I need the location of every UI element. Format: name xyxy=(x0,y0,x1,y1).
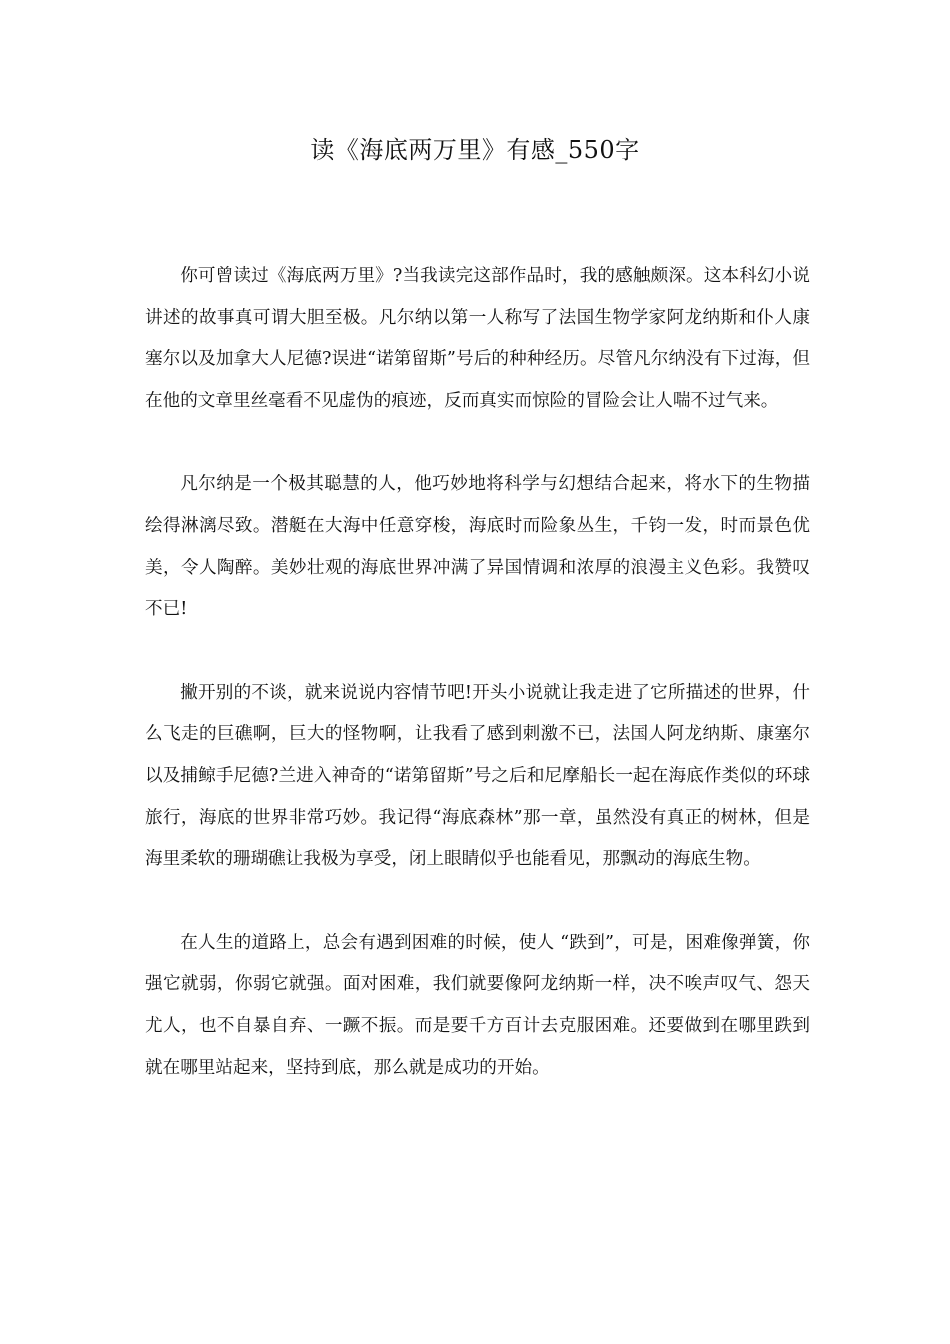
paragraph-1: 你可曾读过《海底两万里》?当我读完这部作品时，我的感触颇深。这本科幻小说讲述的故事真可谓大胆至极。凡尔纳以第一人称写了法国生物学家阿龙纳斯和仆人康塞尔以及加拿大人尼德?误进“诺第留斯”号后的种种经历。尽管凡尔纳没有下过海，但在他的文章里丝毫看不见虚伪的痕迹，反而真实而惊险的冒险会让人喘不过气来。 xyxy=(145,266,810,411)
document-title: 读《海底两万里》有感_550字 xyxy=(310,136,640,164)
paragraph-2: 凡尔纳是一个极其聪慧的人，他巧妙地将科学与幻想结合起来，将水下的生物描绘得淋漓尽致。潜艇在大海中任意穿梭，海底时而险象丛生，千钧一发，时而景色优美，令人陶醉。美妙壮观的海底世界冲满了异国情调和浓厚的浪漫主义色彩。我赞叹不已! xyxy=(145,474,810,620)
paragraph-3: 撇开别的不谈，就来说说内容情节吧!开头小说就让我走进了它所描述的世界，什么飞走的巨礁啊，巨大的怪物啊，让我看了感到刺激不已，法国人阿龙纳斯、康塞尔以及捕鲸手尼德?兰进入神奇的“诺第留斯”号之后和尼摩船长一起在海底作类似的环球旅行，海底的世界非常巧妙。我记得“海底森林”那一章，虽然没有真正的树林，但是海里柔软的珊瑚礁让我极为享受，闭上眼睛似乎也能看见，那飘动的海底生物。 xyxy=(145,682,810,870)
document-body xyxy=(145,256,810,1131)
paragraph-4: 在人生的道路上，总会有遇到困难的时候，使人 “跌到”，可是，困难像弹簧，你强它就弱，你弱它就强。面对困难，我们就要像阿龙纳斯一样，决不唉声叹气、怨天尤人，也不自暴自弃、一蹶不振。而是要千方百计去克服困难。还要做到在哪里跌到就在哪里站起来，坚持到底，那么就是成功的开始。 xyxy=(145,932,810,1078)
